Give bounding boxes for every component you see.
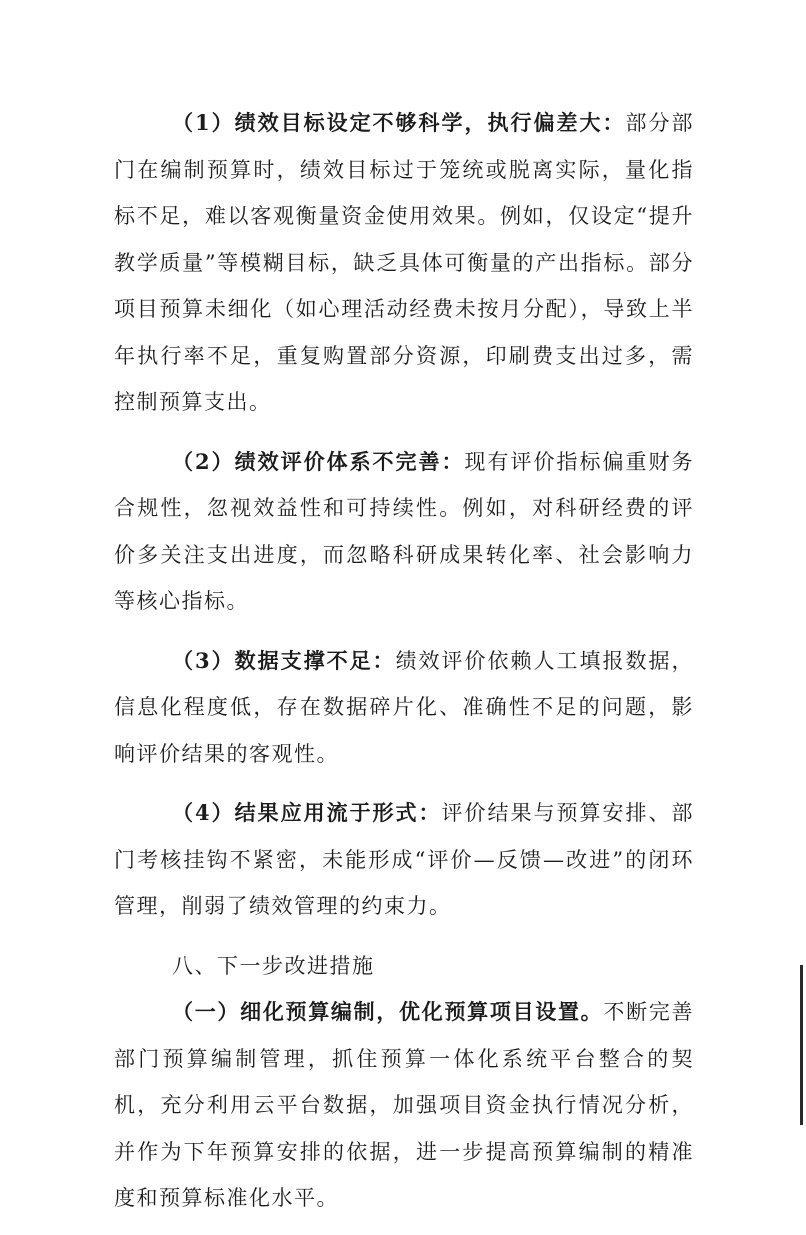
paragraph-body: 不断完善部门预算编制管理，抓住预算一体化系统平台整合的契机，充分利用云平台数据，加强项目资金执行情况分析，并作为下年预算安排的依据，进一步提高预算编制的精准度和预算标准化水平。 <box>114 1000 695 1210</box>
paragraph-lead: （一）细化预算编制，优化预算项目设置。 <box>172 999 604 1024</box>
paragraph-evaluation-system <box>114 439 694 625</box>
paragraph-performance-goals <box>114 100 694 426</box>
paragraph-measure-budget <box>114 989 694 1222</box>
paragraph-body: 现有评价指标偏重财务合规性，忽视效益性和可持续性。例如，对科研经费的评价多关注支出进度，而忽略科研成果转化率、社会影响力等核心指标。 <box>114 449 694 613</box>
paragraph-lead: （4）结果应用流于形式： <box>172 800 442 825</box>
paragraph-lead: （1）绩效目标设定不够科学，执行偏差大： <box>172 110 626 135</box>
paragraph-body: 部分部门在编制预算时，绩效目标过于笼统或脱离实际，量化指标不足，难以客观衡量资金使用效果。例如，仅设定“提升教学质量”等模糊目标，缺乏具体可衡量的产出指标。部分项目预算未细化（如心理活动经费未按月分配），导致上半年执行率不足，重复购置部分资源，印刷费支出过多，需控制预算支出。 <box>114 111 694 414</box>
document-body <box>114 100 694 1235</box>
paragraph-lead: （3）数据支撑不足： <box>172 647 396 673</box>
paragraph-body: 绩效评价依赖人工填报数据，信息化程度低，存在数据碎片化、准确性不足的问题，影响评价结果的客观性。 <box>114 648 694 766</box>
paragraph-data-support <box>114 638 694 778</box>
section-heading: 八、下一步改进措施 <box>172 953 375 978</box>
scan-edge-line <box>800 965 803 1125</box>
paragraph-lead: （2）绩效评价体系不完善： <box>172 448 465 474</box>
paragraph-result-application <box>114 790 694 930</box>
paragraph-body: 评价结果与预算安排、部门考核挂钩不紧密，未能形成“评价—反馈—改进”的闭环管理，削弱了绩效管理的约束力。 <box>114 801 694 918</box>
